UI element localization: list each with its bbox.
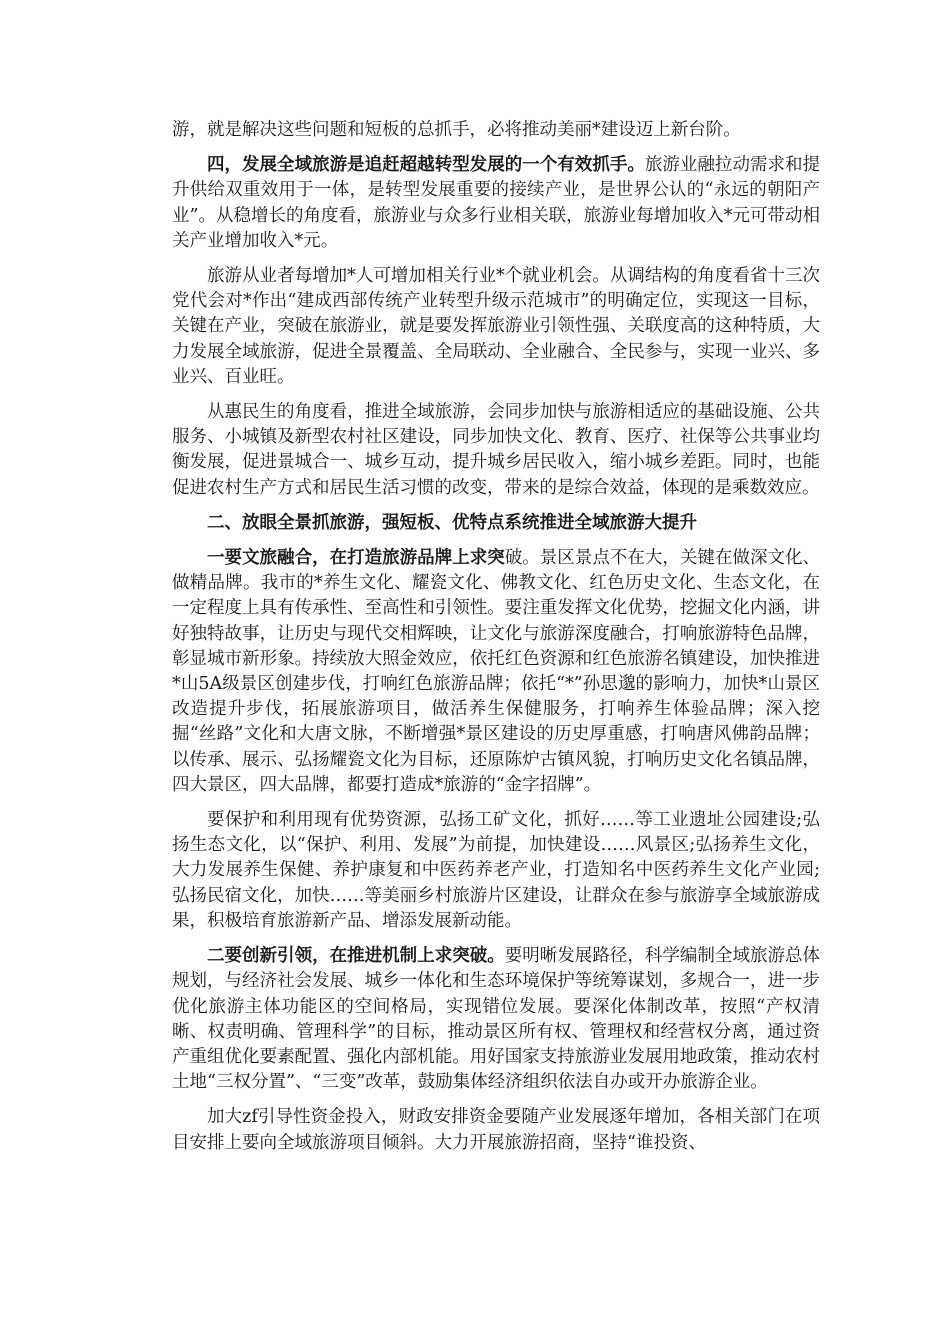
- paragraph-text: 加大zf引导性资金投入，财政安排资金要随产业发展逐年增加，各相关部门在项目安排上要向全域旅游项目倾斜。大力开展旅游招商，坚持“谁投资、: [172, 1107, 820, 1153]
- paragraph-5: [172, 546, 820, 798]
- paragraph-text: 要保护和利用现有优势资源，弘扬工矿文化，抓好……等工业遗址公园建设;弘扬生态文化，以“保护、利用、发展”为前提，加快建设……风景区;弘扬养生文化，大力发展养生保健、养护康复和中医药养老产业，打造知名中医药养生文化产业园;弘扬民宿文化，加快……等美丽乡村旅游片区建设，让群众在参与旅游享全域旅游成果，积极培育旅游新产品、增添发展新动能。: [172, 810, 820, 931]
- document-body: [172, 118, 820, 1166]
- paragraph-text: 从惠民生的角度看，推进全域旅游，会同步加快与旅游相适应的基础设施、公共服务、小城镇及新型农村社区建设，同步加快文化、教育、医疗、社保等公共事业均衡发展，促进景城合一、城乡互动，提升城乡居民收入，缩小城乡差距。同时，也能促进农村生产方式和居民生活习惯的改变，带来的是综合效益，体现的是乘数效应。: [172, 402, 820, 498]
- paragraph-text: 游，就是解决这些问题和短板的总抓手，必将推动美丽*建设迈上新台阶。: [172, 120, 741, 140]
- paragraph-lead: 一要文旅融合，在打造旅游品牌上求突: [207, 548, 505, 569]
- paragraph-6: [172, 808, 820, 934]
- paragraph-text: 要明晰发展路径，科学编制全域旅游总体规划，与经济社会发展、城乡一体化和生态环境保护等统筹谋划，多规合一，进一步优化旅游主体功能区的空间格局，实现错位发展。要深化体制改革，按照“产权清晰、权责明确、管理科学”的目标，推动景区所有权、管理权和经营权分离，通过资产重组优化要素配置、强化内部机能。用好国家支持旅游业发展用地政策，推动农村土地“三权分置”、“三变”改革，鼓励集体经济组织依法自办或开办旅游企业。: [172, 946, 820, 1093]
- paragraph-lead: 四，发展全域旅游是追赶超越转型发展的一个有效抓手。: [207, 155, 645, 176]
- paragraph-text: 旅游从业者每增加*人可增加相关行业*个就业机会。从调结构的角度看省十三次党代会对*作出“建成西部传统产业转型升级示范城市”的明确定位，实现这一目标，关键在产业，突破在旅游业，就是要发挥旅游业引领性强、关联度高的这种特质，大力发展全域旅游，促进全景覆盖、全局联动、全业融合、全民参与，实现一业兴、多业兴、百业旺。: [172, 266, 820, 387]
- paragraph-4: [172, 400, 820, 501]
- paragraph-2: [172, 153, 820, 254]
- paragraph-3: [172, 264, 820, 390]
- paragraph-text: 破。景区景点不在大，关键在做深文化、做精品牌。我市的*养生文化、耀瓷文化、佛教文化、红色历史文化、生态文化，在一定程度上具有传承性、至高性和引领性。要注重发挥文化优势，挖掘文化内涵，讲好独特故事，让历史与现代交相辉映，让文化与旅游深度融合，打响旅游特色品牌，彰显城市新形象。持续放大照金效应，依托红色资源和红色旅游名镇建设，加快推进*山5A级景区创建步伐，打响红色旅游品牌；依托“*”孙思邈的影响力，加快*山景区改造提升步伐，拓展旅游项目，做活养生保健服务，打响养生体验品牌；深入挖掘“丝路”文化和大唐文脉，不断增强*景区建设的历史厚重感，打响唐风佛韵品牌；以传承、展示、弘扬耀瓷文化为目标，还原陈炉古镇风貌，打响历史文化名镇品牌，四大景区，四大品牌，都要打造成*旅游的“金字招牌”。: [172, 548, 820, 795]
- paragraph-text: 旅游业融拉动需求和提升供给双重效用于一体，是转型发展重要的接续产业，是世界公认的“永远的朝阳产业”。从稳增长的角度看，旅游业与众多行业相关联，旅游业每增加收入*元可带动相关产业增加收入*元。: [172, 155, 821, 251]
- paragraph-lead: 二要创新引领，在推进机制上求突破。: [207, 946, 505, 967]
- paragraph-7: [172, 944, 820, 1095]
- section-heading: 二、放眼全景抓旅游，强短板、优特点系统推进全域旅游大提升: [207, 512, 697, 533]
- paragraph-1: [172, 118, 820, 143]
- paragraph-8: [172, 1105, 820, 1155]
